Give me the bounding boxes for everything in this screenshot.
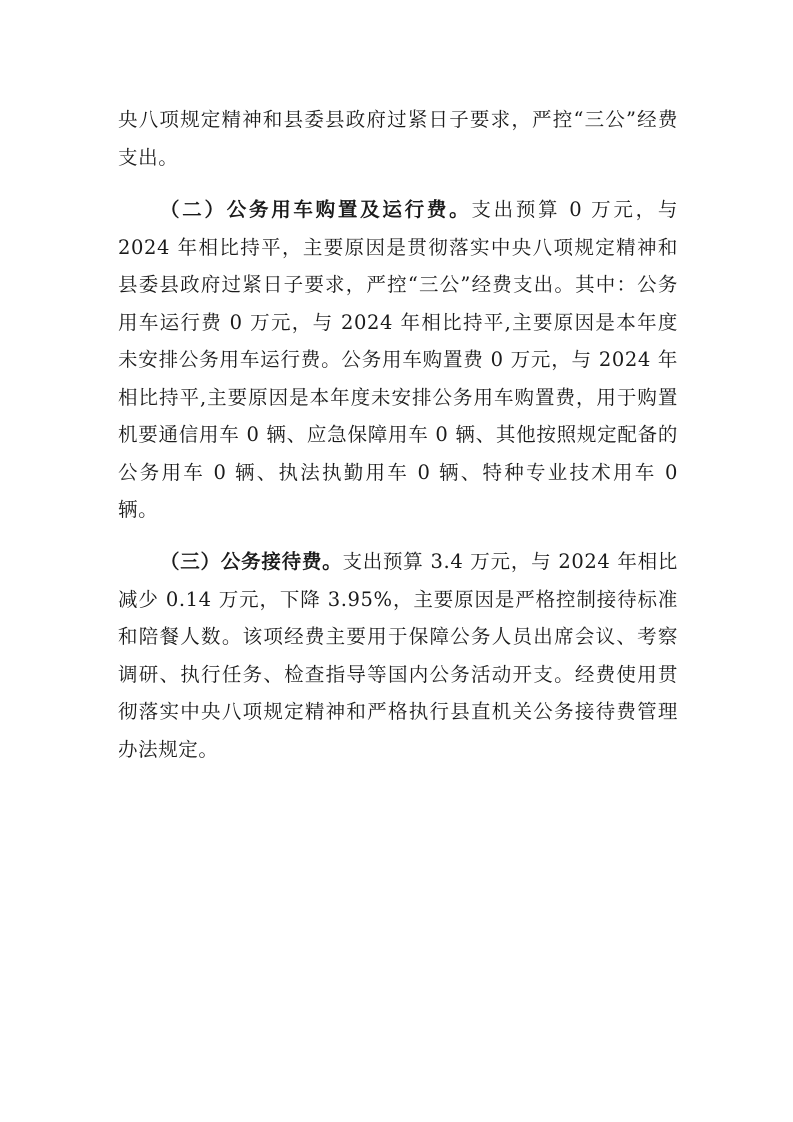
- paragraph-text: 支出预算 0 万元，与 2024 年相比持平，主要原因是贯彻落实中央八项规定精神和县委县政府过紧日子要求，严控“三公”经费支出。其中：公务用车运行费 0 万元，与 2024 年相比持平,主要原因是本年度未安排公务用车运行费。公务用车购置费 0 万元，与 2024 年相比持平,主要原因是本年度未安排公务用车购置费，用于购置机要通信用车 0 辆、应急保障用车 0 辆、其他按照规定配备的公务用车 0 辆、执法执勤用车 0 辆、特种专业技术用车 0 辆。: [118, 198, 678, 521]
- paragraph-continuation: [118, 101, 678, 176]
- paragraph-vehicle-expenses: [118, 191, 678, 529]
- paragraph-text: 央八项规定精神和县委县政府过紧日子要求，严控“三公”经费支出。: [118, 108, 678, 169]
- section-heading-reception: （三）公务接待费。: [160, 550, 343, 573]
- paragraph-text: 支出预算 3.4 万元，与 2024 年相比减少 0.14 万元，下降 3.95%，主要原因是严格控制接待标准和陪餐人数。该项经费主要用于保障公务人员出席会议、考察调研、执行任务、检查指导等国内公务活动开支。经费使用贯彻落实中央八项规定精神和严格执行县直机关公务接待费管理办法规定。: [118, 550, 678, 761]
- paragraph-reception-expenses: [118, 543, 678, 768]
- section-heading-vehicle: （二）公务用车购置及运行费。: [160, 198, 472, 221]
